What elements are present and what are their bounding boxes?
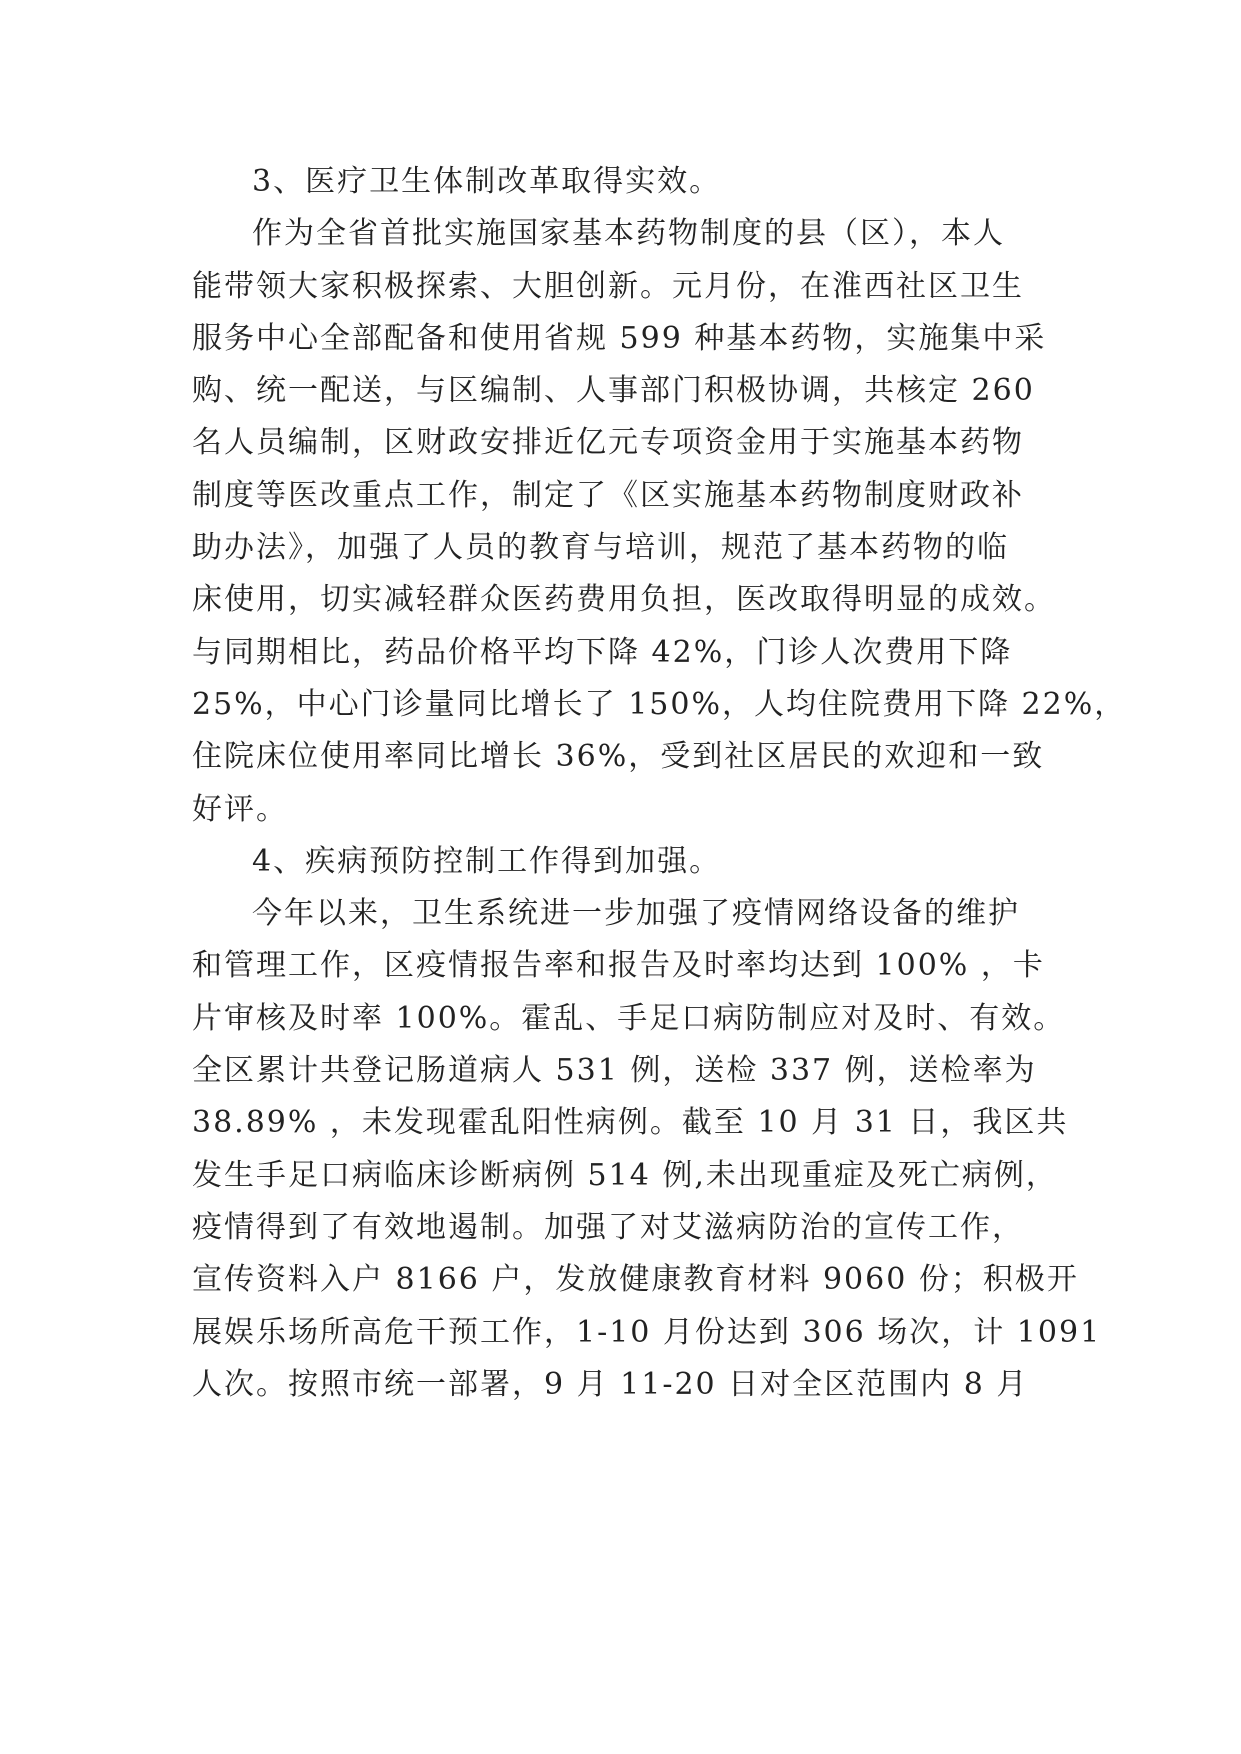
text-line: 3、医疗卫生体制改革取得实效。	[252, 164, 722, 199]
text-line: 展娱乐场所高危干预工作，1-10 月份达到 306 场次，计 1091	[192, 1314, 1102, 1350]
text-line: 床使用，切实减轻群众医药费用负担，医改取得明显的成效。	[192, 582, 1056, 618]
text-line: 能带领大家积极探索、大胆创新。元月份，在淮西社区卫生	[192, 268, 1024, 304]
paragraph-disease	[192, 888, 1102, 1411]
text-line: 发生手足口病临床诊断病例 514 例,未出现重症及死亡病例，	[192, 1157, 1058, 1193]
text-line: 名人员编制，区财政安排近亿元专项资金用于实施基本药物	[192, 425, 1024, 461]
text-line: 和管理工作，区疫情报告率和报告及时率均达到 100% ，卡	[192, 948, 1045, 984]
text-line: 全区累计共登记肠道病人 531 例，送检 337 例，送检率为	[192, 1053, 1037, 1089]
text-line: 好评。	[192, 791, 288, 827]
text-line: 作为全省首批实施国家基本药物制度的县（区），本人	[252, 216, 1005, 252]
section-heading-3	[192, 156, 1062, 208]
text-line: 人次。按照市统一部署，9 月 11-20 日对全区范围内 8 月	[192, 1366, 1029, 1402]
text-line: 助办法》，加强了人员的教育与培训，规范了基本药物的临	[192, 530, 1009, 566]
text-line: 疫情得到了有效地遏制。加强了对艾滋病防治的宣传工作，	[192, 1209, 1024, 1245]
text-line: 服务中心全部配备和使用省规 599 种基本药物，实施集中采	[192, 320, 1047, 356]
text-line: 住院床位使用率同比增长 36%，受到社区居民的欢迎和一致	[192, 739, 1045, 775]
text-line: 38.89% ，未发现霍乱阳性病例。截至 10 月 31 日，我区共	[192, 1105, 1069, 1141]
text-line: 购、统一配送，与区编制、人事部门积极协调，共核定 260	[192, 373, 1035, 409]
document-body	[192, 156, 1127, 1411]
text-line: 25%，中心门诊量同比增长了 150%，人均住院费用下降 22%，	[192, 686, 1127, 722]
text-line: 今年以来，卫生系统进一步加强了疫情网络设备的维护	[252, 896, 1020, 932]
text-line: 与同期相比，药品价格平均下降 42%，门诊人次费用下降	[192, 634, 1013, 670]
text-line: 4、疾病预防控制工作得到加强。	[252, 843, 722, 879]
text-line: 制度等医改重点工作，制定了《区实施基本药物制度财政补	[192, 477, 1024, 513]
text-line: 片审核及时率 100%。霍乱、手足口病防制应对及时、有效。	[192, 1000, 1066, 1036]
paragraph-reform	[192, 208, 1127, 836]
text-line: 宣传资料入户 8166 户，发放健康教育材料 9060 份；积极开	[192, 1262, 1079, 1298]
section-heading-4	[192, 836, 1062, 888]
